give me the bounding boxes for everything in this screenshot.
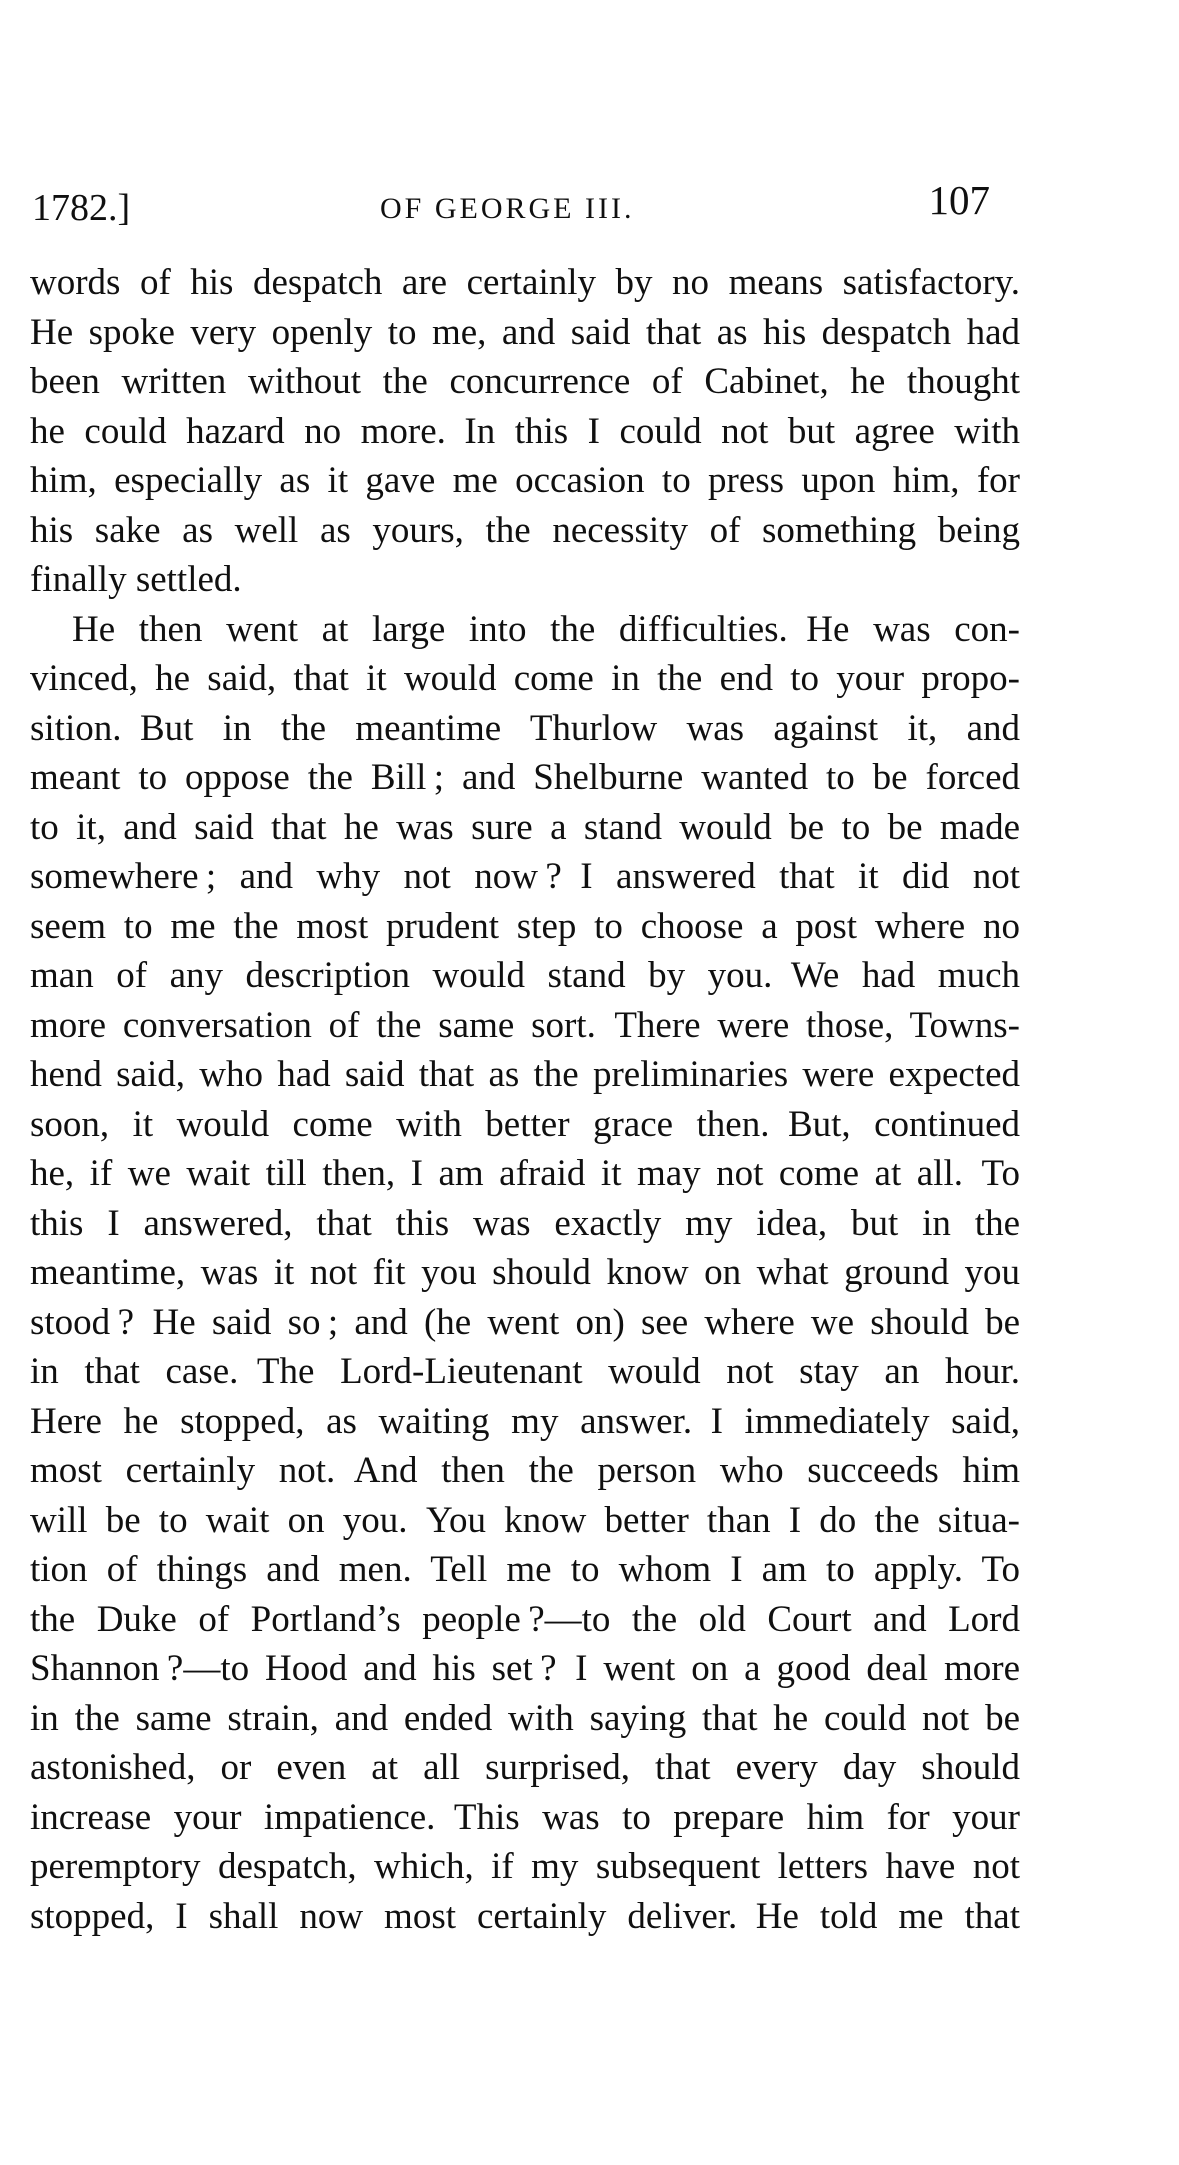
text-line: stopped, I shall now most certainly deliver. He told me that bbox=[30, 1895, 1020, 1937]
text-line: hend said, who had said that as the preliminaries were expected bbox=[30, 1054, 1020, 1095]
text-line: more conversation of the same sort. There were those, Towns- bbox=[30, 1004, 1020, 1046]
page-body bbox=[30, 258, 1020, 1941]
text-line: increase your impatience. This was to prepare him for your bbox=[30, 1796, 1020, 1838]
text-line: been written without the concurrence of Cabinet, he thought bbox=[30, 361, 1020, 402]
text-line: Here he stopped, as waiting my answer. I immediately said, bbox=[30, 1400, 1020, 1442]
text-line: in the same strain, and ended with saying that he could not be bbox=[30, 1697, 1020, 1739]
text-line: Shannon ?—to Hood and his set ? I went on a good deal more bbox=[30, 1648, 1020, 1689]
text-line: finally settled. bbox=[30, 559, 242, 600]
text-line: he could hazard no more. In this I could not but agree with bbox=[30, 410, 1020, 452]
text-line: meant to oppose the Bill ; and Shelburne wanted to be forced bbox=[30, 757, 1020, 798]
text-line: somewhere ; and why not now ? I answered that it did not bbox=[30, 856, 1020, 897]
text-line: astonished, or even at all surprised, that every day should bbox=[30, 1747, 1020, 1788]
text-line: to it, and said that he was sure a stand would be to be made bbox=[30, 806, 1020, 848]
text-line: vinced, he said, that it would come in the end to your propo- bbox=[30, 658, 1020, 699]
text-line: words of his despatch are certainly by no means satisfactory. bbox=[30, 262, 1020, 303]
text-line: he, if we wait till then, I am afraid it may not come at all. To bbox=[30, 1153, 1020, 1194]
text-line: him, especially as it gave me occasion to press upon him, for bbox=[30, 460, 1020, 501]
text-column bbox=[30, 0, 1020, 2165]
text-line: soon, it would come with better grace then. But, continued bbox=[30, 1103, 1020, 1145]
text-line: tion of things and men. Tell me to whom I am to apply. To bbox=[30, 1549, 1020, 1590]
text-line: his sake as well as yours, the necessity of something being bbox=[30, 509, 1020, 551]
text-line: will be to wait on you. You know better than I do the situa- bbox=[30, 1499, 1020, 1541]
text-line: meantime, was it not fit you should know on what ground you bbox=[30, 1252, 1020, 1293]
text-line: in that case. The Lord-Lieutenant would not stay an hour. bbox=[30, 1351, 1020, 1392]
header-year-marker: 1782.] bbox=[32, 187, 131, 229]
text-line: man of any description would stand by you. We had much bbox=[30, 955, 1020, 996]
header-page-number: 107 bbox=[928, 177, 990, 223]
text-line: the Duke of Portland’s people ?—to the old Court and Lord bbox=[30, 1598, 1020, 1640]
text-line: stood ? He said so ; and (he went on) see where we should be bbox=[30, 1301, 1020, 1343]
text-line: this I answered, that this was exactly my idea, but in the bbox=[30, 1202, 1020, 1244]
text-line: most certainly not. And then the person who succeeds him bbox=[30, 1450, 1020, 1491]
text-line: He then went at large into the difficulties. He was con- bbox=[72, 608, 1020, 650]
text-line: seem to me the most prudent step to choose a post where no bbox=[30, 905, 1020, 947]
header-running-title: OF GEORGE III. bbox=[380, 192, 635, 225]
text-line: sition. But in the meantime Thurlow was against it, and bbox=[30, 707, 1020, 749]
text-line: He spoke very openly to me, and said that as his despatch had bbox=[30, 311, 1020, 353]
text-line: peremptory despatch, which, if my subsequent letters have not bbox=[30, 1846, 1020, 1887]
